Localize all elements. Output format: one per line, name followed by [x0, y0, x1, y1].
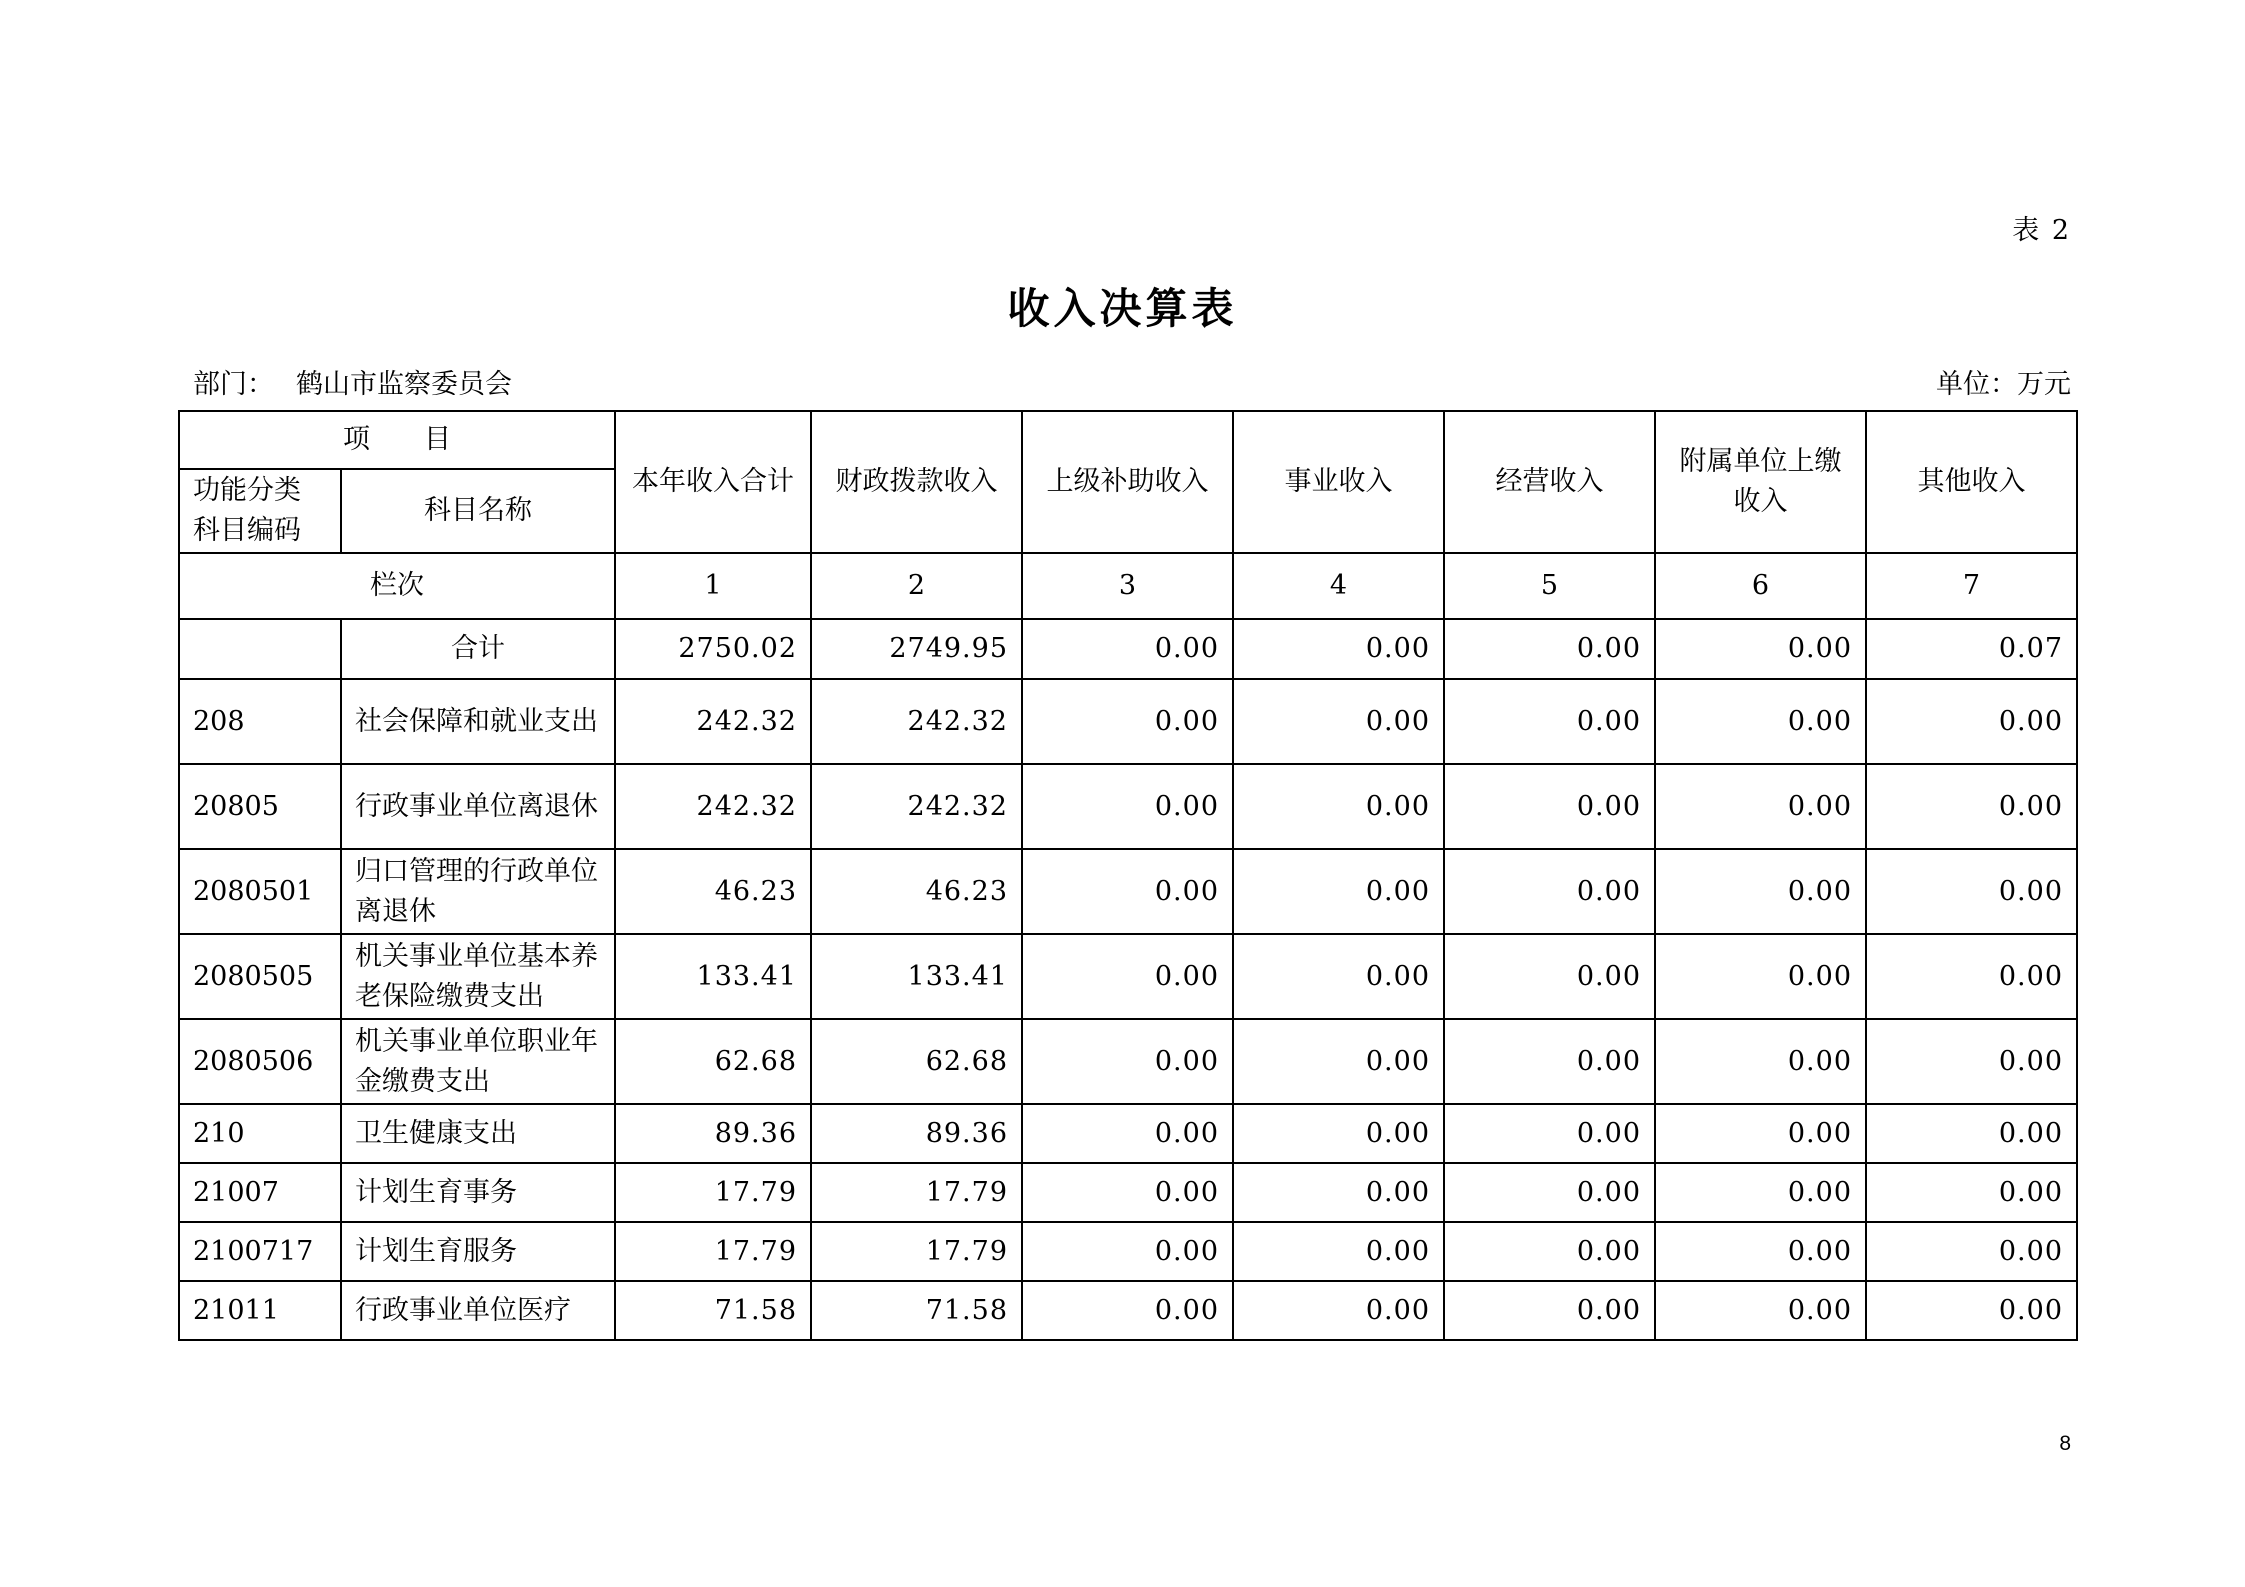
amount-cell: 0.00 — [1022, 849, 1233, 934]
header-code: 功能分类科目编码 — [179, 469, 341, 553]
page-number: 8 — [2059, 1432, 2071, 1455]
department-line — [193, 362, 512, 401]
subject-name: 行政事业单位离退休 — [341, 764, 615, 849]
amount-cell: 0.00 — [1233, 1222, 1444, 1281]
subject-code: 21007 — [179, 1163, 341, 1222]
amount-cell: 0.00 — [1444, 764, 1655, 849]
table-row — [179, 1163, 2077, 1222]
amount-cell: 0.00 — [1655, 679, 1866, 764]
amount-cell: 0.00 — [1022, 1281, 1233, 1340]
header-col-operating: 经营收入 — [1444, 411, 1655, 553]
table-row — [179, 1222, 2077, 1281]
amount-cell: 89.36 — [811, 1104, 1022, 1163]
amount-cell: 242.32 — [811, 679, 1022, 764]
amount-cell: 17.79 — [615, 1222, 811, 1281]
amount-cell: 0.00 — [1233, 849, 1444, 934]
amount-cell: 62.68 — [811, 1019, 1022, 1104]
amount-cell: 0.00 — [1022, 764, 1233, 849]
amount-cell: 242.32 — [615, 764, 811, 849]
table-row — [179, 934, 2077, 1019]
amount-cell: 0.00 — [1233, 1104, 1444, 1163]
amount-cell: 2750.02 — [615, 619, 811, 679]
subject-code: 2080501 — [179, 849, 341, 934]
amount-cell: 133.41 — [811, 934, 1022, 1019]
subject-code: 2100717 — [179, 1222, 341, 1281]
column-index: 7 — [1866, 553, 2077, 619]
amount-cell: 0.00 — [1233, 619, 1444, 679]
subject-code: 210 — [179, 1104, 341, 1163]
income-statement-table — [178, 410, 2078, 1341]
table-row — [179, 849, 2077, 934]
subject-name: 归口管理的行政单位离退休 — [341, 849, 615, 934]
header-col-subsidiary: 附属单位上缴收入 — [1655, 411, 1866, 553]
amount-cell: 0.00 — [1444, 1222, 1655, 1281]
subject-name: 卫生健康支出 — [341, 1104, 615, 1163]
table-number-label: 表 2 — [2012, 215, 2071, 246]
amount-cell: 0.00 — [1866, 764, 2077, 849]
unit-label: 单位：万元 — [1936, 369, 2071, 400]
amount-cell: 46.23 — [811, 849, 1022, 934]
amount-cell: 0.00 — [1866, 1019, 2077, 1104]
amount-cell: 17.79 — [811, 1163, 1022, 1222]
column-index: 5 — [1444, 553, 1655, 619]
department-name: 鹤山市监察委员会 — [296, 369, 512, 400]
column-index-label: 栏次 — [179, 553, 615, 619]
amount-cell: 0.00 — [1655, 764, 1866, 849]
amount-cell: 2749.95 — [811, 619, 1022, 679]
amount-cell: 0.00 — [1022, 1163, 1233, 1222]
amount-cell: 0.00 — [1022, 1104, 1233, 1163]
amount-cell: 0.00 — [1233, 934, 1444, 1019]
header-name: 科目名称 — [341, 469, 615, 553]
amount-cell: 133.41 — [615, 934, 811, 1019]
subject-name: 计划生育事务 — [341, 1163, 615, 1222]
amount-cell: 0.00 — [1866, 679, 2077, 764]
table-row — [179, 1019, 2077, 1104]
header-col-business: 事业收入 — [1233, 411, 1444, 553]
amount-cell: 71.58 — [811, 1281, 1022, 1340]
amount-cell: 0.00 — [1022, 619, 1233, 679]
amount-cell: 0.00 — [1655, 849, 1866, 934]
amount-cell: 0.00 — [1866, 1163, 2077, 1222]
amount-cell: 0.00 — [1444, 1019, 1655, 1104]
amount-cell: 0.00 — [1444, 934, 1655, 1019]
amount-cell: 89.36 — [615, 1104, 811, 1163]
header-item: 项 目 — [179, 411, 615, 469]
subject-code: 208 — [179, 679, 341, 764]
subject-code: 2080506 — [179, 1019, 341, 1104]
amount-cell: 62.68 — [615, 1019, 811, 1104]
document-title: 收入决算表 — [1007, 284, 1238, 333]
header-row-1 — [179, 411, 2077, 469]
amount-cell: 0.00 — [1233, 1281, 1444, 1340]
subject-code: 21011 — [179, 1281, 341, 1340]
total-row — [179, 619, 2077, 679]
amount-cell: 0.00 — [1655, 934, 1866, 1019]
column-index: 3 — [1022, 553, 1233, 619]
amount-cell: 0.00 — [1233, 1019, 1444, 1104]
amount-cell: 242.32 — [811, 764, 1022, 849]
amount-cell: 0.00 — [1655, 1281, 1866, 1340]
subject-name: 机关事业单位职业年金缴费支出 — [341, 1019, 615, 1104]
amount-cell: 0.00 — [1866, 1222, 2077, 1281]
header-col-total: 本年收入合计 — [615, 411, 811, 553]
column-index: 1 — [615, 553, 811, 619]
subject-name: 社会保障和就业支出 — [341, 679, 615, 764]
amount-cell: 0.00 — [1022, 1019, 1233, 1104]
amount-cell: 0.00 — [1655, 1019, 1866, 1104]
subject-name: 合计 — [341, 619, 615, 679]
amount-cell: 0.00 — [1444, 1104, 1655, 1163]
header-col-fiscal: 财政拨款收入 — [811, 411, 1022, 553]
header-col-other: 其他收入 — [1866, 411, 2077, 553]
department-label: 部门： — [193, 369, 274, 400]
table-row — [179, 679, 2077, 764]
subject-code: 2080505 — [179, 934, 341, 1019]
amount-cell: 0.00 — [1866, 849, 2077, 934]
amount-cell: 0.00 — [1233, 764, 1444, 849]
amount-cell: 0.00 — [1444, 849, 1655, 934]
subject-name: 计划生育服务 — [341, 1222, 615, 1281]
amount-cell: 0.00 — [1655, 1222, 1866, 1281]
amount-cell: 0.00 — [1444, 1163, 1655, 1222]
column-index: 4 — [1233, 553, 1444, 619]
table-row — [179, 1281, 2077, 1340]
amount-cell: 0.00 — [1866, 1104, 2077, 1163]
subject-name: 机关事业单位基本养老保险缴费支出 — [341, 934, 615, 1019]
amount-cell: 242.32 — [615, 679, 811, 764]
amount-cell: 0.00 — [1655, 1104, 1866, 1163]
amount-cell: 0.00 — [1655, 1163, 1866, 1222]
subject-code — [179, 619, 341, 679]
header-col-superior-subsidy: 上级补助收入 — [1022, 411, 1233, 553]
amount-cell: 0.00 — [1233, 679, 1444, 764]
amount-cell: 0.00 — [1444, 679, 1655, 764]
amount-cell: 0.00 — [1866, 1281, 2077, 1340]
amount-cell: 17.79 — [615, 1163, 811, 1222]
amount-cell: 0.00 — [1866, 934, 2077, 1019]
amount-cell: 71.58 — [615, 1281, 811, 1340]
subject-name: 行政事业单位医疗 — [341, 1281, 615, 1340]
table-row — [179, 764, 2077, 849]
amount-cell: 17.79 — [811, 1222, 1022, 1281]
column-index: 6 — [1655, 553, 1866, 619]
amount-cell: 0.07 — [1866, 619, 2077, 679]
amount-cell: 0.00 — [1655, 619, 1866, 679]
amount-cell: 0.00 — [1022, 934, 1233, 1019]
amount-cell: 46.23 — [615, 849, 811, 934]
table-row — [179, 1104, 2077, 1163]
amount-cell: 0.00 — [1022, 679, 1233, 764]
amount-cell: 0.00 — [1444, 1281, 1655, 1340]
amount-cell: 0.00 — [1233, 1163, 1444, 1222]
amount-cell: 0.00 — [1022, 1222, 1233, 1281]
data-rows — [179, 619, 2077, 1340]
subject-code: 20805 — [179, 764, 341, 849]
amount-cell: 0.00 — [1444, 619, 1655, 679]
column-index-row — [179, 553, 2077, 619]
column-index: 2 — [811, 553, 1022, 619]
